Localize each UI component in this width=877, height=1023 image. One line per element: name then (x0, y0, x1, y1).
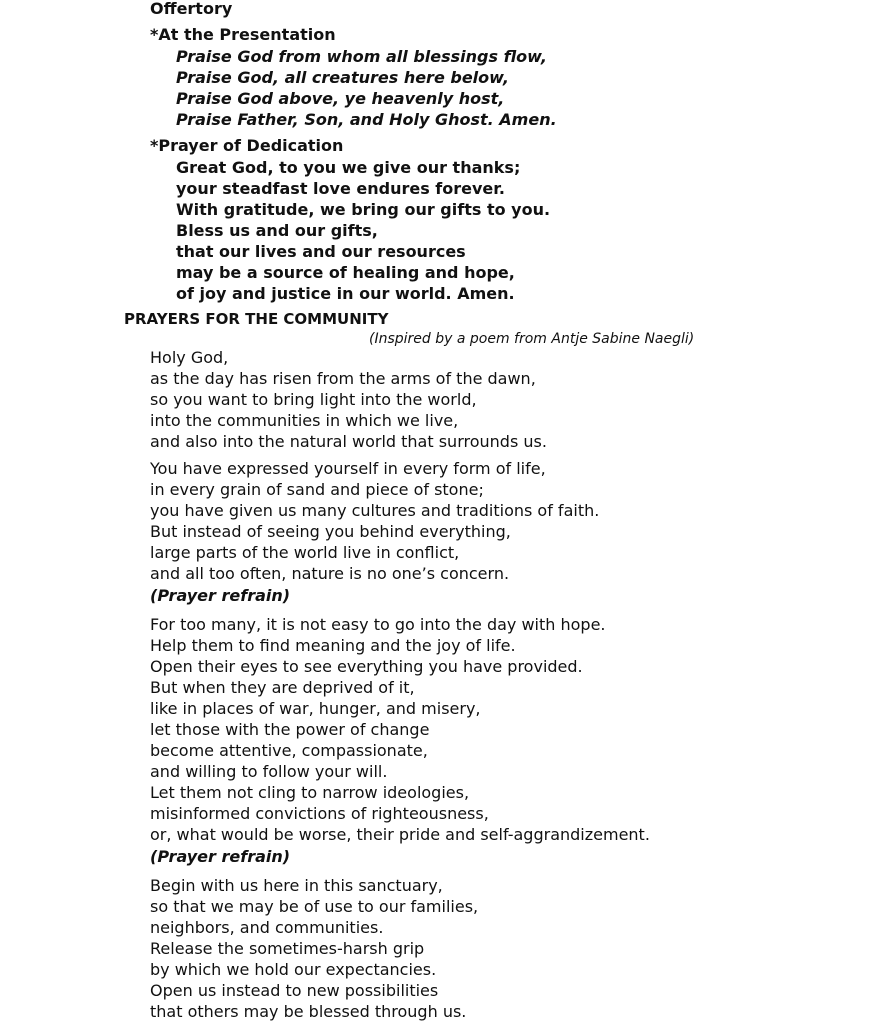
prayer-line: Open their eyes to see everything you have provided. (150, 657, 583, 676)
prayer-line: in every grain of sand and piece of stone; (150, 480, 484, 499)
prayer-line: like in places of war, hunger, and misery, (150, 699, 481, 718)
prayer-line: misinformed convictions of righteousness, (150, 804, 489, 823)
dedication-heading: *Prayer of Dedication (150, 136, 344, 155)
doxology-line: Praise God from whom all blessings flow, (176, 47, 548, 66)
prayer-line: Open us instead to new possibilities (150, 981, 439, 1000)
prayer-line: so that we may be of use to our families, (150, 897, 479, 916)
prayer-line: For too many, it is not easy to go into the day with hope. (150, 615, 606, 634)
dedication-line: your steadfast love endures forever. (176, 179, 505, 198)
dedication-line: Great God, to you we give our thanks; (176, 158, 521, 177)
prayer-line: large parts of the world live in conflict, (150, 543, 460, 562)
prayer-line: that others may be blessed through us. (150, 1002, 467, 1021)
offertory-title: Offertory (150, 0, 233, 18)
prayer-line: let those with the power of change (150, 720, 430, 739)
prayer-line: Release the sometimes-harsh grip (150, 939, 425, 958)
prayer-line: neighbors, and communities. (150, 918, 384, 937)
prayer-line: you have given us many cultures and traditions of faith. (150, 501, 600, 520)
prayer-line: and all too often, nature is no one’s concern. (150, 564, 510, 583)
prayer-line: by which we hold our expectancies. (150, 960, 437, 979)
prayer-line: and willing to follow your will. (150, 762, 388, 781)
doxology-line: Praise Father, Son, and Holy Ghost. Amen. (176, 110, 557, 129)
prayer-line: Begin with us here in this sanctuary, (150, 876, 443, 895)
community-prayers-heading: PRAYERS FOR THE COMMUNITY (124, 310, 389, 328)
prayer-line: as the day has risen from the arms of the dawn, (150, 369, 536, 388)
presentation-heading: *At the Presentation (150, 25, 336, 44)
prayer-refrain: (Prayer refrain) (150, 586, 291, 605)
dedication-line: that our lives and our resources (176, 242, 466, 261)
prayer-line: so you want to bring light into the world, (150, 390, 477, 409)
dedication-line: Bless us and our gifts, (176, 221, 378, 240)
dedication-line: may be a source of healing and hope, (176, 263, 515, 282)
prayer-line: But when they are deprived of it, (150, 678, 415, 697)
prayer-line: Help them to find meaning and the joy of life. (150, 636, 516, 655)
doxology-line: Praise God above, ye heavenly host, (176, 89, 505, 108)
inspiration-credit: (Inspired by a poem from Antje Sabine Naegli) (369, 331, 695, 347)
dedication-line: of joy and justice in our world. Amen. (176, 284, 515, 303)
doxology-line: Praise God, all creatures here below, (176, 68, 509, 87)
prayer-line: But instead of seeing you behind everything, (150, 522, 511, 541)
prayer-line: or, what would be worse, their pride and self-aggrandizement. (150, 825, 650, 844)
prayer-line: Holy God, (150, 348, 229, 367)
prayer-line: into the communities in which we live, (150, 411, 459, 430)
prayer-line: become attentive, compassionate, (150, 741, 428, 760)
dedication-line: With gratitude, we bring our gifts to you. (176, 200, 551, 219)
prayer-refrain: (Prayer refrain) (150, 847, 291, 866)
prayer-line: Let them not cling to narrow ideologies, (150, 783, 470, 802)
prayer-line: and also into the natural world that surrounds us. (150, 432, 547, 451)
prayer-line: You have expressed yourself in every form of life, (150, 459, 546, 478)
